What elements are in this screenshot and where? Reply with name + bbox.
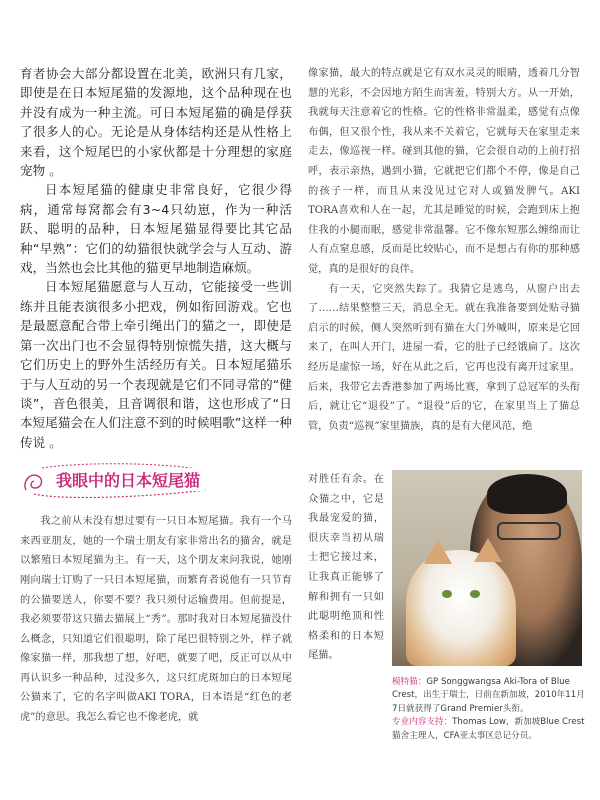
heading-title: 我眼中的日本短尾猫 <box>52 468 204 491</box>
paragraph-intro: 育者协会大部分都设置在北美，欧洲只有几家，即使是在日本短尾猫的发源地，这个品种现在也并没有成为一种主流。可日本短尾猫的确是俘获了很多人的心。无论是从身体结构还是从性格上来看，这个短尾巴的小家伙都是十分理想的家庭宠物 。 <box>20 66 292 179</box>
photo-cat-eye <box>470 590 480 598</box>
story-paragraph-ending: 对胜任有余。在众猫之中，它是我最宠爱的猫，很庆幸当初从瑞士把它接过来，让我真正能够了解和拥有一只如此聪明绝顶和性格柔和的日本短尾猫。 <box>308 474 384 662</box>
photo-glasses <box>497 522 561 540</box>
caption-support-label: 专业内容支持： <box>392 717 453 728</box>
caption-owner-label: 模特猫： <box>392 677 427 687</box>
owner-with-cat-photo <box>392 470 582 666</box>
photo-cat-eye <box>442 590 452 598</box>
story-paragraph-lost: 有一天，它突然失踪了。我猜它是逃鸟，从窗户出去了……结果整整三天，消息全无。就在我准备要到处贴寻猫启示的时候，侧人突然听到有猫在大门外喊叫，原来是它回来了，在叫人开门，进屋一看，它的肚子已经饿扁了。这次经历是虚惊一场，好在从此之后，它再也没有离开过家里。后来，我带它去香港参加了两场比赛，拿到了总冠军的头衔后，就让它“退役”了。“退役”后的它，在家里当上了猫总管，负责“巡视”家里猫族，真的是有大佬风范，绝 <box>308 283 580 432</box>
paragraph-health: 日本短尾猫的健康史非常良好，它很少得病，通常每窝都会有3~4只幼崽，作为一种活跃、聪明的品种，日本短尾猫显得要比其它品种“早熟”：它们的幼猫很快就学会与人互动、游戏，当然也会比其他的猫更早地制造麻烦。 <box>20 182 292 276</box>
story-paragraph-continued: 像家猫，最大的特点就是它有双水灵灵的眼睛，透着几分智慧的光彩，不会因地方陌生而害羞，特别大方。从一开始，我就每天注意着它的性格。它的性格非常温柔，感觉有点像布偶，但又很个性，我从来不关着它，它就每天在家里走来走去，像巡视一样。碰到其他的猫，它会很自动的上前打招呼，表示亲热，遇到小猫，它就把它们都个不停，像是自己的孩子一样，而且从来没见过它对人或猫发脾气。AKI TORA喜欢和人在一起，尤其是睡觉的时候，会跑到床上抱住我的小腿而眠，感觉非常温馨。它不像东短那么缠绵而让人有点窒息感，反而是比较贴心，而不是想占有你的那种感觉，真的是很好的良伴。 <box>308 68 580 275</box>
narrow-text-block <box>308 470 384 666</box>
paragraph-interaction: 日本短尾猫愿意与人互动，它能接受一些训练并且能表演很多小把戏，例如衔回游戏。它也是最愿意配合带上牵引绳出门的猫之一，即使是第一次出门也不会显得特别惊慌失措，这大概与它们历史上的野外生活经历有关。日本短尾猫乐于与人互动的另一个表现就是它们不同寻常的“健谈”，音色很美，且音调很和谐，这也形成了“日本短尾猫会在人们注意不到的时候唱歌”这样一种传说 。 <box>20 279 292 450</box>
right-column <box>308 64 580 436</box>
story-paragraph: 我之前从未没有想过要有一只日本短尾猫。我有一个马来西亚朋友，她的一个瑞士朋友有家非常出名的猫舍，就是以繁殖日本短尾猫为主。有一天，这个朋友来问我说，她刚刚向瑞士订购了一只日本短尾猫，而繁育者说他有一只节育的公猫要送人，你要不要？我只须付运输费用。但前提是，我必须要带这只猫去猫展上“秀”。那时我对日本短尾猫没什么概念，只知道它们很聪明，除了尾巴很特别之外，样子就像家猫一样，那我想了想，好吧，就要了吧，反正可以从中再认识多一种品种，过没多久，这只红虎斑加白的日本短尾公猫来了，它的名字叫做AKI TORA，日本语是“红色的老虎”的意思。我怎么看它也不像老虎，就 <box>20 516 292 724</box>
left-column <box>20 64 292 728</box>
caption-support-text: Thomas Low，新加坡Blue Crest猫舍主理人，CFA亚太事区总记分员。 <box>392 717 585 741</box>
photo-hair <box>487 474 567 514</box>
caption-owner-text: GP Songgwangsa Aki-Tora of Blue Crest，出生于瑞士，日前在新加坡，2010年11月7日就获得了Grand Premier头衔。 <box>392 677 585 714</box>
photo-cat-ear <box>424 540 452 564</box>
photo-cat <box>406 550 516 666</box>
section-heading <box>20 460 292 502</box>
photo-cat-ear <box>474 538 502 562</box>
photo-caption <box>392 676 588 743</box>
